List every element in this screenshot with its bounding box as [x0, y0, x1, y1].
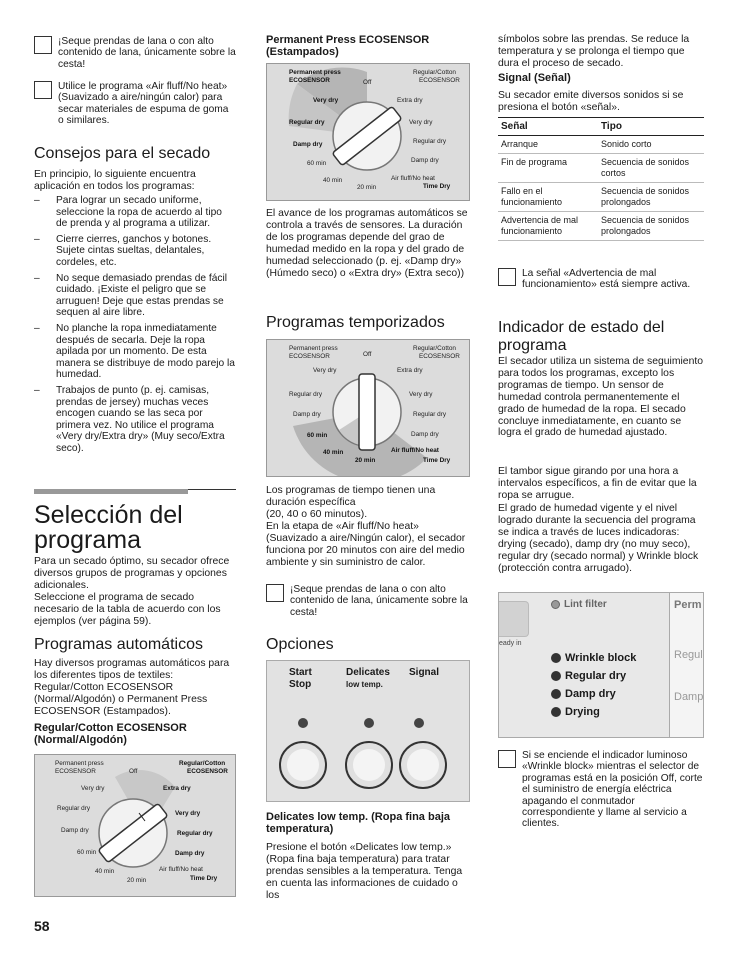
opt-stop-label: Stop: [289, 679, 312, 690]
dial-regular-left: Regular dry: [289, 119, 325, 126]
delicates-heading: Delicates low temp. (Ropa fina baja temperatura): [266, 811, 450, 835]
display-window: [499, 601, 529, 637]
perm-heading: Permanent Press ECOSENSOR (Estampados): [266, 34, 430, 58]
dial-extra-dry: Extra dry: [397, 367, 423, 374]
table-row: [498, 183, 704, 212]
start-stop-button[interactable]: [279, 741, 327, 789]
dial-damp-left: Damp dry: [61, 827, 89, 834]
lint-filter-indicator: [551, 599, 607, 610]
list-item: – No planche la ropa inmediatamente después de secarla. Deje la ropa apilada por un momento. De esta manera se distribuye de modo parejo la humedad.: [34, 323, 236, 381]
dial-eco-left: ECOSENSOR: [55, 768, 96, 775]
list-item: – Cierre cierres, ganchos y botones. Sujete cintas sueltas, delantales, cordeles, etc.: [34, 234, 236, 269]
note-wool-2: [266, 584, 472, 618]
dial-airfluff: Air fluff/No heat: [391, 175, 435, 182]
note-icon: [266, 584, 284, 602]
ready-in-label: eady in: [499, 640, 522, 647]
opt-signal-label: Signal: [409, 667, 440, 678]
dial-60min: 60 min: [307, 432, 328, 439]
perm-text: El avance de los programas automáticos se controla a través de sensores. La duración de los programas depende del grao de humedad medido en la ropa y del grado de humedad seleccionado (p. ej. «Damp dry» (Húmedo seco) o «Extra dry» (Extra seco)): [266, 208, 468, 279]
regular-dry-indicator: [551, 670, 626, 682]
dial-extra-dry: Extra dry: [397, 97, 423, 104]
dial-regular-left: Regular dry: [57, 805, 91, 812]
dial-very-dry-right: Very dry: [409, 119, 433, 126]
dial-40min: 40 min: [95, 868, 115, 875]
note-text: ¡Seque prendas de lana o con alto contenido de lana, únicamente sobre la cesta!: [58, 36, 236, 70]
section-para-2: Seleccione el programa de secado necesario de la tabla de acuerdo con los ejemplos (ver página 59).: [34, 592, 221, 627]
table-row: [498, 136, 704, 154]
opt-delicates-label: Delicates: [346, 667, 390, 678]
dial-20min: 20 min: [357, 184, 377, 191]
options-panel: [266, 660, 470, 802]
note-air-fluff: [34, 81, 236, 127]
tips-list: [34, 195, 236, 458]
note-icon: [34, 81, 52, 99]
dial-regular-right: Regular dry: [413, 138, 447, 145]
damp-label: Damp dry: [565, 688, 616, 700]
dial-20min: 20 min: [355, 457, 376, 464]
dial-eco-right: ECOSENSOR: [187, 768, 228, 775]
auto-text: Hay diversos programas automáticos para los diferentes tipos de textiles: Regular/Cotton ECOSENSOR (Normal/Algodón) o Permanent Press ECOSENSOR (Estampados).: [34, 658, 230, 717]
status-panel: [498, 592, 704, 738]
note-signal: [498, 268, 704, 291]
dial-off: Off: [363, 351, 372, 358]
wrinkle-label: Wrinkle block: [565, 652, 637, 664]
note-text: ¡Seque prendas de lana o con alto contenido de lana, únicamente sobre la cesta!: [290, 584, 468, 618]
dial-timedry: Time Dry: [423, 457, 451, 464]
note-text: Utilice le programa «Air fluff/No heat» (Suavizado a aire/ningún calor) para secar materiales de espuma de goma o similares.: [58, 81, 229, 127]
program-dial-timed: [266, 339, 470, 477]
dial-airfluff: Air fluff/No heat: [159, 866, 203, 873]
panel-perm-label: Perm: [674, 599, 702, 611]
timed-text-3: En la etapa de «Air fluff/No heat» (Suavizado a aire/Ningún calor), el secador funciona por 20 minutos con aire del medio ambiente y sin suministro de calor.: [266, 521, 466, 568]
note-icon: [498, 750, 516, 768]
status-para-3: El grado de humedad vigente y el nivel logrado durante la secuencia del programa se indica a través de luces indicadoras: drying (secado), damp dry (no muy seco), regular dry (secado normal) y Wrinkle block (protección contra arrugado).: [498, 503, 699, 574]
wrinkle-light-icon: [551, 653, 561, 663]
delicates-button[interactable]: [345, 741, 393, 789]
dial-perm-label: Permanent press: [289, 69, 341, 76]
dial-damp-right: Damp dry: [175, 850, 205, 857]
drying-indicator: [551, 706, 600, 718]
wrinkle-block-indicator: [551, 652, 636, 664]
note-icon: [498, 268, 516, 286]
panel-regu-label: Regul: [674, 649, 703, 661]
timed-heading: Programas temporizados: [266, 314, 445, 331]
note-wrinkle: [498, 750, 704, 830]
lint-filter-label: Lint filter: [564, 599, 607, 610]
dial-regular-left: Regular dry: [289, 391, 323, 398]
program-dial-regular: [34, 754, 236, 897]
opt-lowtemp-label: low temp.: [346, 680, 383, 689]
dial-perm-label: Permanent press: [289, 345, 338, 352]
status-para-2: El tambor sigue girando por una hora a intervalos específicos, a fin de evitar que la ropa se arrugue.: [498, 466, 697, 501]
page-number: 58: [34, 918, 50, 934]
table-row: [498, 154, 704, 183]
dial-regular-right: Regular dry: [177, 830, 213, 837]
dial-off: Off: [363, 79, 372, 86]
dial-60min: 60 min: [307, 160, 327, 167]
dial-damp-right: Damp dry: [411, 431, 439, 438]
signal-heading: Signal (Señal): [498, 72, 571, 84]
dial-eco-left: ECOSENSOR: [289, 353, 330, 360]
dial-20min: 20 min: [127, 877, 147, 884]
dial-eco-right: ECOSENSOR: [419, 77, 460, 84]
list-item: – Para lograr un secado uniforme, seleccione la ropa de acuerdo al tipo de prenda y al programa a utilizar.: [34, 195, 236, 230]
note-wool: [34, 36, 236, 70]
dial-off: Off: [129, 768, 138, 775]
table-cell: Arranque: [498, 136, 598, 154]
table-header: Señal: [498, 118, 598, 136]
dial-very-dry-left: Very dry: [81, 785, 105, 792]
section-rule-bar: [34, 489, 188, 494]
dial-damp-left: Damp dry: [293, 141, 323, 148]
section-para-1: Para un secado óptimo, su secador ofrece diversos grupos de programas y opciones adicionales.: [34, 556, 230, 591]
section-title-line2: programa: [34, 526, 141, 554]
status-para-1: El secador utiliza un sistema de seguimiento para todos los programas, excepto los programas de tiempo. Un sensor de humedad controla permanentemente el grado de humedad de la ropa. El secado concluye inmediatamente, en cuanto se logra el grado de humedad ajustado.: [498, 356, 704, 439]
program-dial-permanent: [266, 63, 470, 201]
damp-light-icon: [551, 689, 561, 699]
dial-timedry: Time Dry: [423, 183, 451, 190]
dial-regular-right: Regular dry: [413, 411, 447, 418]
signal-table: [498, 117, 704, 241]
opt-start-label: Start: [289, 667, 312, 678]
dial-40min: 40 min: [323, 177, 343, 184]
dial-timedry: Time Dry: [190, 875, 218, 882]
dial-reg-label: Regular/Cotton: [179, 760, 226, 767]
dial-airfluff: Air fluff/No heat: [391, 447, 439, 454]
table-cell: Sonido corto: [598, 136, 704, 154]
table-row: [498, 212, 704, 241]
dial-damp-right: Damp dry: [411, 157, 439, 164]
table-cell: Advertencia de mal funcionamiento: [498, 212, 598, 241]
dial-damp-left: Damp dry: [293, 411, 321, 418]
dial-eco-right: ECOSENSOR: [419, 353, 460, 360]
dial-reg-label: Regular/Cotton: [413, 69, 456, 76]
table-cell: Secuencia de sonidos prolongados: [598, 183, 704, 212]
signal-button[interactable]: [399, 741, 447, 789]
table-cell: Fallo en el funcionamiento: [498, 183, 598, 212]
cont-text: símbolos sobre las prendas. Se reduce la temperatura y se prolonga el tiempo que dura el proceso de secado.: [498, 34, 690, 69]
tips-heading: Consejos para el secado: [34, 145, 211, 162]
delicates-text: Presione el botón «Delicates low temp.» (Ropa fina baja temperatura) para tratar prendas sensibles a la temperatura. Tenga en cuenta las informaciones de cuidado o los: [266, 842, 463, 901]
note-text: La señal «Advertencia de mal funcionamiento» está siempre activa.: [522, 268, 691, 291]
auto-heading: Programas automáticos: [34, 636, 203, 653]
table-header-row: [498, 118, 704, 136]
table-cell: Fin de programa: [498, 154, 598, 183]
list-item: – Trabajos de punto (p. ej. camisas, prendas de jersey) muchas veces encogen cuando se las seca por primera vez. No utilice el programa «Very dry/Extra dry» (Muy seco/Extra seco).: [34, 385, 236, 455]
table-header: Tipo: [598, 118, 704, 136]
dial-extra-dry: Extra dry: [163, 785, 191, 792]
timed-text-2: (20, 40 o 60 minutos).: [266, 509, 368, 520]
lint-filter-light-icon: [551, 600, 560, 609]
timed-text-1: Los programas de tiempo tienen una duración específica: [266, 485, 436, 508]
note-icon: [34, 36, 52, 54]
table-cell: Secuencia de sonidos prolongados: [598, 212, 704, 241]
options-heading: Opciones: [266, 636, 334, 653]
dial-eco-left: ECOSENSOR: [289, 77, 330, 84]
signal-text: Su secador emite diversos sonidos si se presiona el botón «señal».: [498, 90, 684, 113]
dial-60min: 60 min: [77, 849, 97, 856]
panel-damp-label: Damp: [674, 691, 704, 703]
regular-heading: Regular/Cotton ECOSENSOR (Normal/Algodón): [34, 722, 187, 746]
panel-side-strip: [669, 593, 704, 738]
drying-label: Drying: [565, 706, 600, 718]
list-item: – No seque demasiado prendas de fácil cuidado. ¡Existe el peligro que se arruguen! Deje que estas prendas se sequen al aire libre.: [34, 273, 236, 319]
dial-very-dry-right: Very dry: [409, 391, 433, 398]
regular-light-icon: [551, 671, 561, 681]
regular-label: Regular dry: [565, 670, 627, 682]
dial-very-dry-left: Very dry: [313, 97, 339, 104]
dial-reg-label: Regular/Cotton: [413, 345, 456, 352]
table-cell: Secuencia de sonidos cortos: [598, 154, 704, 183]
dial-very-dry-right: Very dry: [175, 810, 201, 817]
dial-40min: 40 min: [323, 449, 344, 456]
tips-intro: En principio, lo siguiente encuentra aplicación en todos los programas:: [34, 169, 196, 192]
dial-very-dry-left: Very dry: [313, 367, 337, 374]
note-text: Si se enciende el indicador luminoso «Wrinkle block» mientras el selector de programas está en la posición Off, corte el suministro de energía eléctrica apagando el conmutador correspondiente y llame al servicio a clientes.: [522, 750, 703, 830]
status-heading: Indicador de estado del programa: [498, 319, 665, 354]
damp-dry-indicator: [551, 688, 616, 700]
section-title-line1: Selección del: [34, 501, 183, 529]
drying-light-icon: [551, 707, 561, 717]
dial-perm-label: Permanent press: [55, 760, 104, 767]
